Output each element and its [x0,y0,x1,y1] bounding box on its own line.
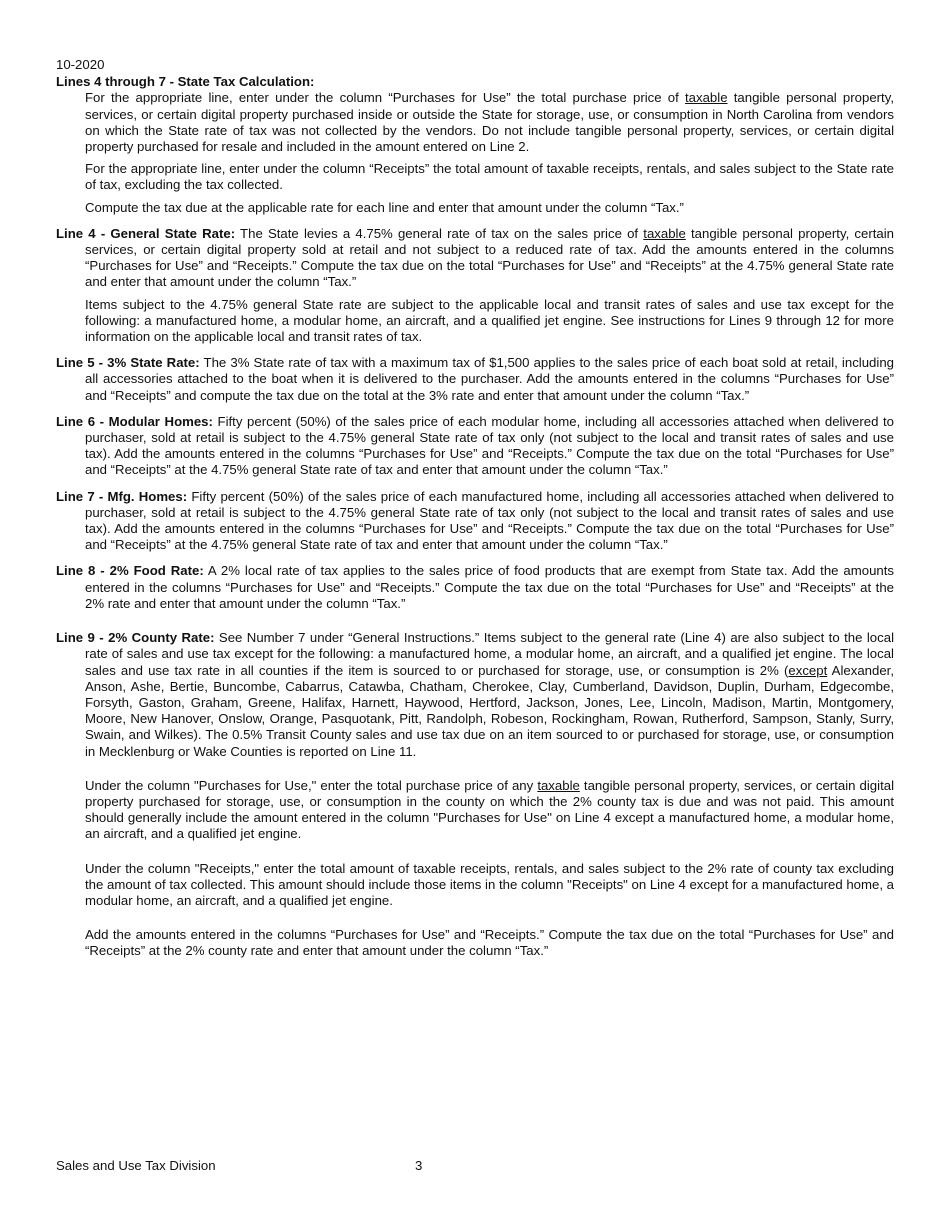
line-6-label: Line 6 - Modular Homes: [56,413,213,429]
document-body [56,57,894,960]
page-number: 3 [415,1158,423,1173]
line-8-label: Line 8 - 2% Food Rate: [56,563,204,579]
line-9-label: Line 9 - 2% County Rate: [56,630,215,646]
line-7-paragraph: Line 7 - Mfg. Homes: Fifty percent (50%) of the sales price of each manufactured home, including all accessories attached when delivered to purchaser, sold at retail is subject to the 4.75% general State rate of tax only (not subject to the local and transit rates of sales and use tax). Add the amounts entered in the columns “Purchases for Use” and “Receipts.” Compute the tax due on the total “Purchases for Use” and “Receipts” at the 4.75% general State rate of tax and enter that amount under the column “Tax.” [56,488,894,553]
line-9-paragraph-3: Under the column "Receipts," enter the total amount of taxable receipts, rentals, and sales subject to the 2% rate of county tax excluding the amount of tax collected. This amount should include those items in the column "Receipts" on Line 4 except for a manufactured home, a modular home, an aircraft, and a qualified jet engine. [85,860,894,908]
line-9-paragraph-4: Add the amounts entered in the columns “Purchases for Use” and “Receipts.” Compute the tax due on the total “Purchases for Use” and “Receipts” at the 2% county rate and enter that amount under the column “Tax.” [85,927,894,959]
line-5-paragraph: Line 5 - 3% State Rate: The 3% State rate of tax with a maximum tax of $1,500 applies to the sales price of each boat sold at retail, including all accessories attached to the boat when it is delivered to the purchaser. Add the amounts entered in the columns “Purchases for Use” and “Receipts” and compute the tax due on the total at the 3% rate and enter that amount under the column “Tax.” [56,355,894,403]
line-9-paragraph: Line 9 - 2% County Rate: See Number 7 under “General Instructions.” Items subject to the general rate (Line 4) are also subject to the local rate of sales and use tax except for the following: a manufactured home, a modular home, an aircraft, and a qualified jet engine. The local sales and use tax rate in all counties if the item is sourced to or purchased for storage, use, or consumption is 2% (except Alexander, Anson, Ashe, Bertie, Buncombe, Cabarrus, Catawba, Chatham, Cherokee, Clay, Cumberland, Davidson, Duplin, Durham, Edgecombe, Forsyth, Gaston, Graham, Greene, Halifax, Harnett, Haywood, Hertford, Jackson, Jones, Lee, Lincoln, Madison, Martin, Montgomery, Moore, New Hanover, Onslow, Orange, Pasquotank, Pitt, Randolph, Robeson, Rockingham, Rowan, Rutherford, Sampson, Stanly, Surry, Swain, and Wilkes). The 0.5% Transit County sales and use tax due on an item sourced to or purchased for storage, use, or consumption in Mecklenburg or Wake Counties is reported on Line 11. [56,630,894,759]
intro-paragraph-3: Compute the tax due at the applicable rate for each line and enter that amount under the column “Tax.” [85,199,684,215]
section-heading: Lines 4 through 7 - State Tax Calculation: [56,74,315,90]
intro-paragraph-1: For the appropriate line, enter under the column “Purchases for Use” the total purchase price of taxable tangible personal property, services, or certain digital property purchased inside or outside the State for storage, use, or consumption in North Carolina from vendors on which the State rate of tax was not collected by the vendors. Do not include tangible personal property, services, or certain digital property purchased for resale and included in the amount entered on Line 2. [85,90,894,155]
revision-date: 10-2020 [56,57,105,72]
intro-paragraph-2: For the appropriate line, enter under the column “Receipts” the total amount of taxable receipts, rentals, and sales subject to the State rate of tax, excluding the tax collected. [85,161,894,193]
line-4-paragraph: Line 4 - General State Rate: The State levies a 4.75% general rate of tax on the sales price of taxable tangible personal property, certain services, or certain digital property sold at retail and not subject to a reduced rate of tax. Add the amounts entered in the columns “Purchases for Use” and “Receipts.” Compute the tax due on the total “Purchases for Use” and “Receipts” at the 4.75% general State rate and enter that amount under the column “Tax.” [56,225,894,290]
line-4-paragraph-2: Items subject to the 4.75% general State rate are subject to the applicable local and transit rates of sales and use tax except for the following: a manufactured home, a modular home, an aircraft, and a qualified jet engine. See instructions for Lines 9 through 12 for more information on the applicable local and transit rates of tax. [85,296,894,345]
line-5-label: Line 5 - 3% State Rate: [56,355,200,371]
line-9-paragraph-2: Under the column "Purchases for Use," enter the total purchase price of any taxable tangible personal property, services, or certain digital property purchased for storage, use, or consumption in the county on which the 2% county tax is due and was not paid. This amount should generally include the amount entered in the column "Purchases for Use" on Line 4 except a manufactured home, a modular home, an aircraft, and a qualified jet engine. [85,777,894,842]
line-6-paragraph: Line 6 - Modular Homes: Fifty percent (50%) of the sales price of each modular home, including all accessories attached when delivered to purchaser, sold at retail is subject to the 4.75% general State rate of tax only (not subject to the local and transit rates of sales and use tax). Add the amounts entered in the columns “Purchases for Use” and “Receipts.” Compute the tax due on the total “Purchases for Use” and “Receipts” at the 4.75% general State rate of tax and enter that amount under the column “Tax.” [56,413,895,478]
line-4-label: Line 4 - General State Rate: [56,225,236,241]
footer-division: Sales and Use Tax Division [56,1158,216,1173]
line-8-paragraph: Line 8 - 2% Food Rate: A 2% local rate of tax applies to the sales price of food products that are exempt from State tax. Add the amounts entered in the columns “Purchases for Use” and “Receipts.” Compute the tax due on the total “Purchases for Use” and “Receipts” at the 2% rate and enter that amount under the column “Tax.” [56,563,894,611]
line-7-label: Line 7 - Mfg. Homes: [56,488,188,504]
